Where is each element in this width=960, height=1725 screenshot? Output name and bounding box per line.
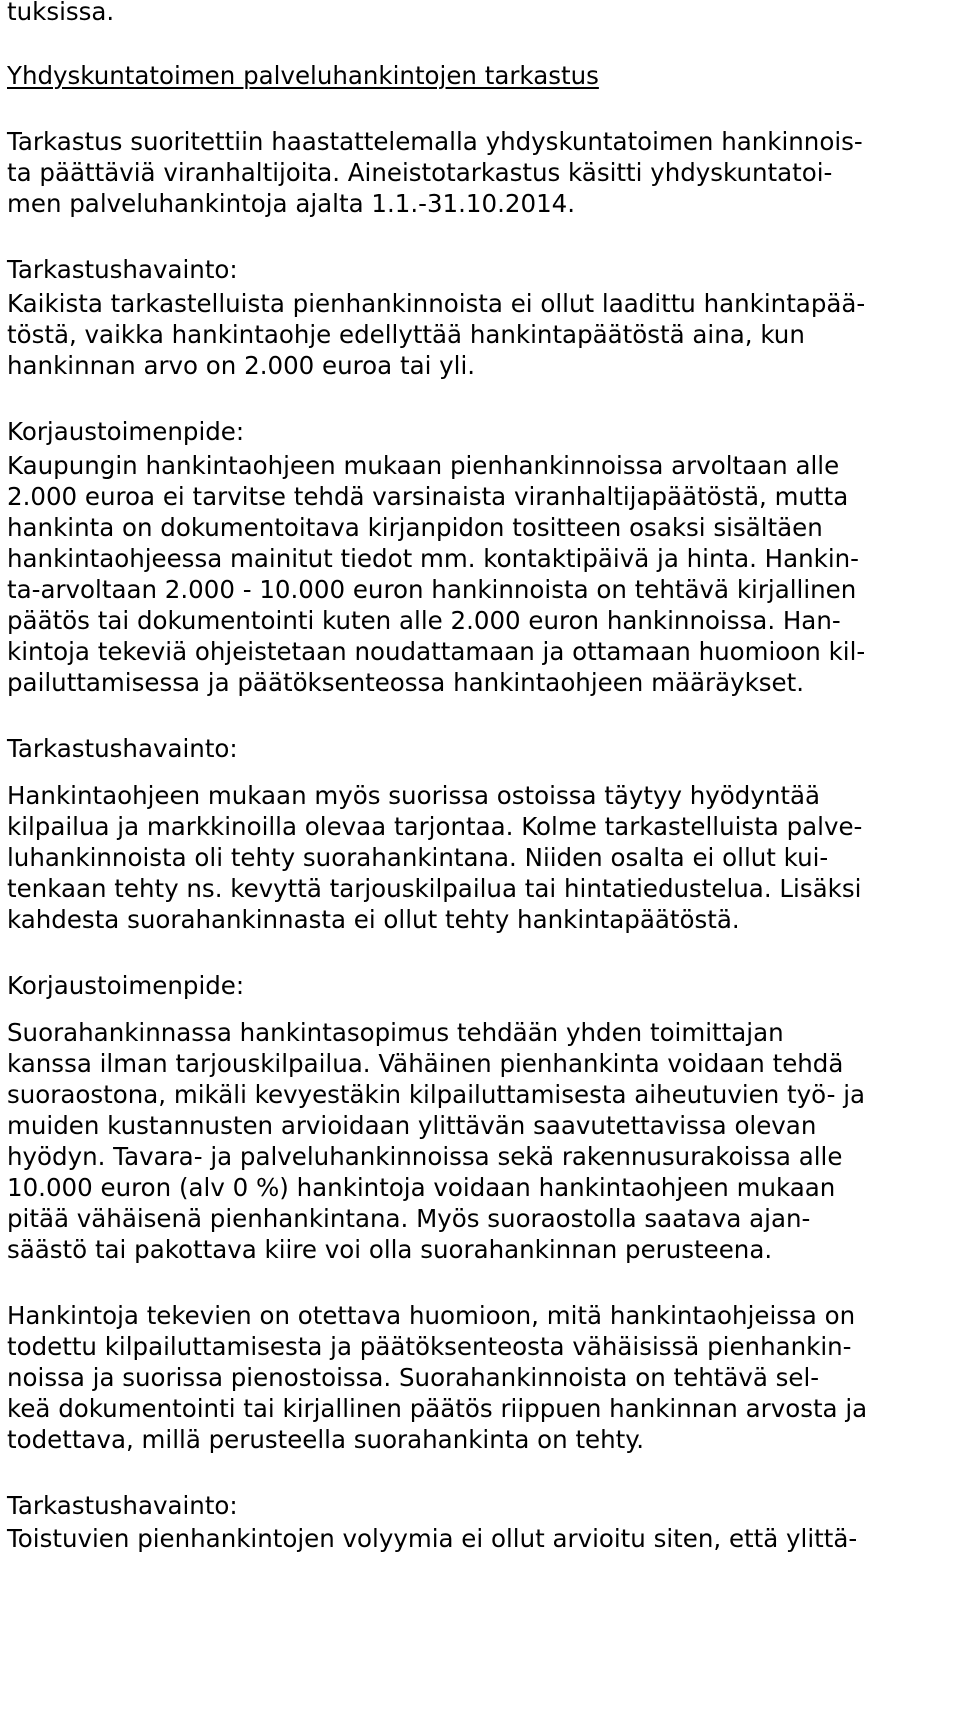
text-line: töstä, vaikka hankintaohje edellyttää hankintapäätöstä aina, kun: [7, 320, 805, 349]
text-line: hyödyn. Tavara- ja palveluhankinnoissa sekä rakennusurakoissa alle: [7, 1142, 843, 1171]
text-line: hankinta on dokumentoitava kirjanpidon tositteen osaksi sisältäen: [7, 513, 823, 542]
corrective-action-label: Korjaustoimenpide:: [7, 971, 245, 1000]
text-line: Kaupungin hankintaohjeen mukaan pienhankinnoissa arvoltaan alle: [7, 451, 840, 480]
text-line: tenkaan tehty ns. kevyttä tarjouskilpailua tai hintatiedustelua. Lisäksi: [7, 874, 862, 903]
text-line: men palveluhankintoja ajalta 1.1.-31.10.2014.: [7, 189, 576, 218]
text-line: todettu kilpailuttamisesta ja päätöksenteosta vähäisissä pienhankin-: [7, 1332, 852, 1361]
finding-label: Tarkastushavainto:: [7, 1491, 238, 1520]
section-heading: Yhdyskuntatoimen palveluhankintojen tarkastus: [7, 61, 599, 90]
text-line: Hankintoja tekevien on otettava huomioon, mitä hankintaohjeissa on: [7, 1301, 856, 1330]
text-line: Kaikista tarkastelluista pienhankinnoista ei ollut laadittu hankintapää-: [7, 289, 866, 318]
text-line: Hankintaohjeen mukaan myös suorissa ostoissa täytyy hyödyntää: [7, 781, 821, 810]
text-line: kintoja tekeviä ohjeistetaan noudattamaan ja ottamaan huomioon kil-: [7, 637, 866, 666]
text-line: todettava, millä perusteella suorahankinta on tehty.: [7, 1425, 645, 1454]
text-line: 2.000 euroa ei tarvitse tehdä varsinaista viranhaltijapäätöstä, mutta: [7, 482, 849, 511]
text-line: hankinnan arvo on 2.000 euroa tai yli.: [7, 351, 476, 380]
text-line: pitää vähäisenä pienhankintana. Myös suoraostolla saatava ajan-: [7, 1204, 811, 1233]
finding-label: Tarkastushavainto:: [7, 255, 238, 284]
text-line: keä dokumentointi tai kirjallinen päätös riippuen hankinnan arvosta ja: [7, 1394, 868, 1423]
text-line: säästö tai pakottava kiire voi olla suorahankinnan perusteena.: [7, 1235, 773, 1264]
text-line: suoraostona, mikäli kevyestäkin kilpailuttamisesta aiheutuvien työ- ja: [7, 1080, 866, 1109]
text-line: Tarkastus suoritettiin haastattelemalla yhdyskuntatoimen hankinnois-: [7, 127, 863, 156]
text-line: muiden kustannusten arvioidaan ylittävän saavutettavissa olevan: [7, 1111, 817, 1140]
text-line: Suorahankinnassa hankintasopimus tehdään yhden toimittajan: [7, 1018, 784, 1047]
text-line: päätös tai dokumentointi kuten alle 2.000 euron hankinnoissa. Han-: [7, 606, 841, 635]
text-line: noissa ja suorissa pienostoissa. Suorahankinnoista on tehtävä sel-: [7, 1363, 820, 1392]
text-line: tuksissa.: [7, 0, 115, 26]
text-line: ta-arvoltaan 2.000 - 10.000 euron hankinnoista on tehtävä kirjallinen: [7, 575, 857, 604]
text-line: kilpailua ja markkinoilla olevaa tarjontaa. Kolme tarkastelluista palve-: [7, 812, 863, 841]
corrective-action-label: Korjaustoimenpide:: [7, 417, 245, 446]
text-line: Toistuvien pienhankintojen volyymia ei ollut arvioitu siten, että ylittä-: [7, 1524, 858, 1553]
text-line: hankintaohjeessa mainitut tiedot mm. kontaktipäivä ja hinta. Hankin-: [7, 544, 860, 573]
text-line: ta päättäviä viranhaltijoita. Aineistotarkastus käsitti yhdyskuntatoi-: [7, 158, 833, 187]
text-line: pailuttamisessa ja päätöksenteossa hankintaohjeen määräykset.: [7, 668, 805, 697]
text-line: 10.000 euron (alv 0 %) hankintoja voidaan hankintaohjeen mukaan: [7, 1173, 836, 1202]
text-line: kahdesta suorahankinnasta ei ollut tehty hankintapäätöstä.: [7, 905, 740, 934]
text-line: kanssa ilman tarjouskilpailua. Vähäinen pienhankinta voidaan tehdä: [7, 1049, 844, 1078]
text-line: luhankinnoista oli tehty suorahankintana. Niiden osalta ei ollut kui-: [7, 843, 829, 872]
finding-label: Tarkastushavainto:: [7, 734, 238, 763]
